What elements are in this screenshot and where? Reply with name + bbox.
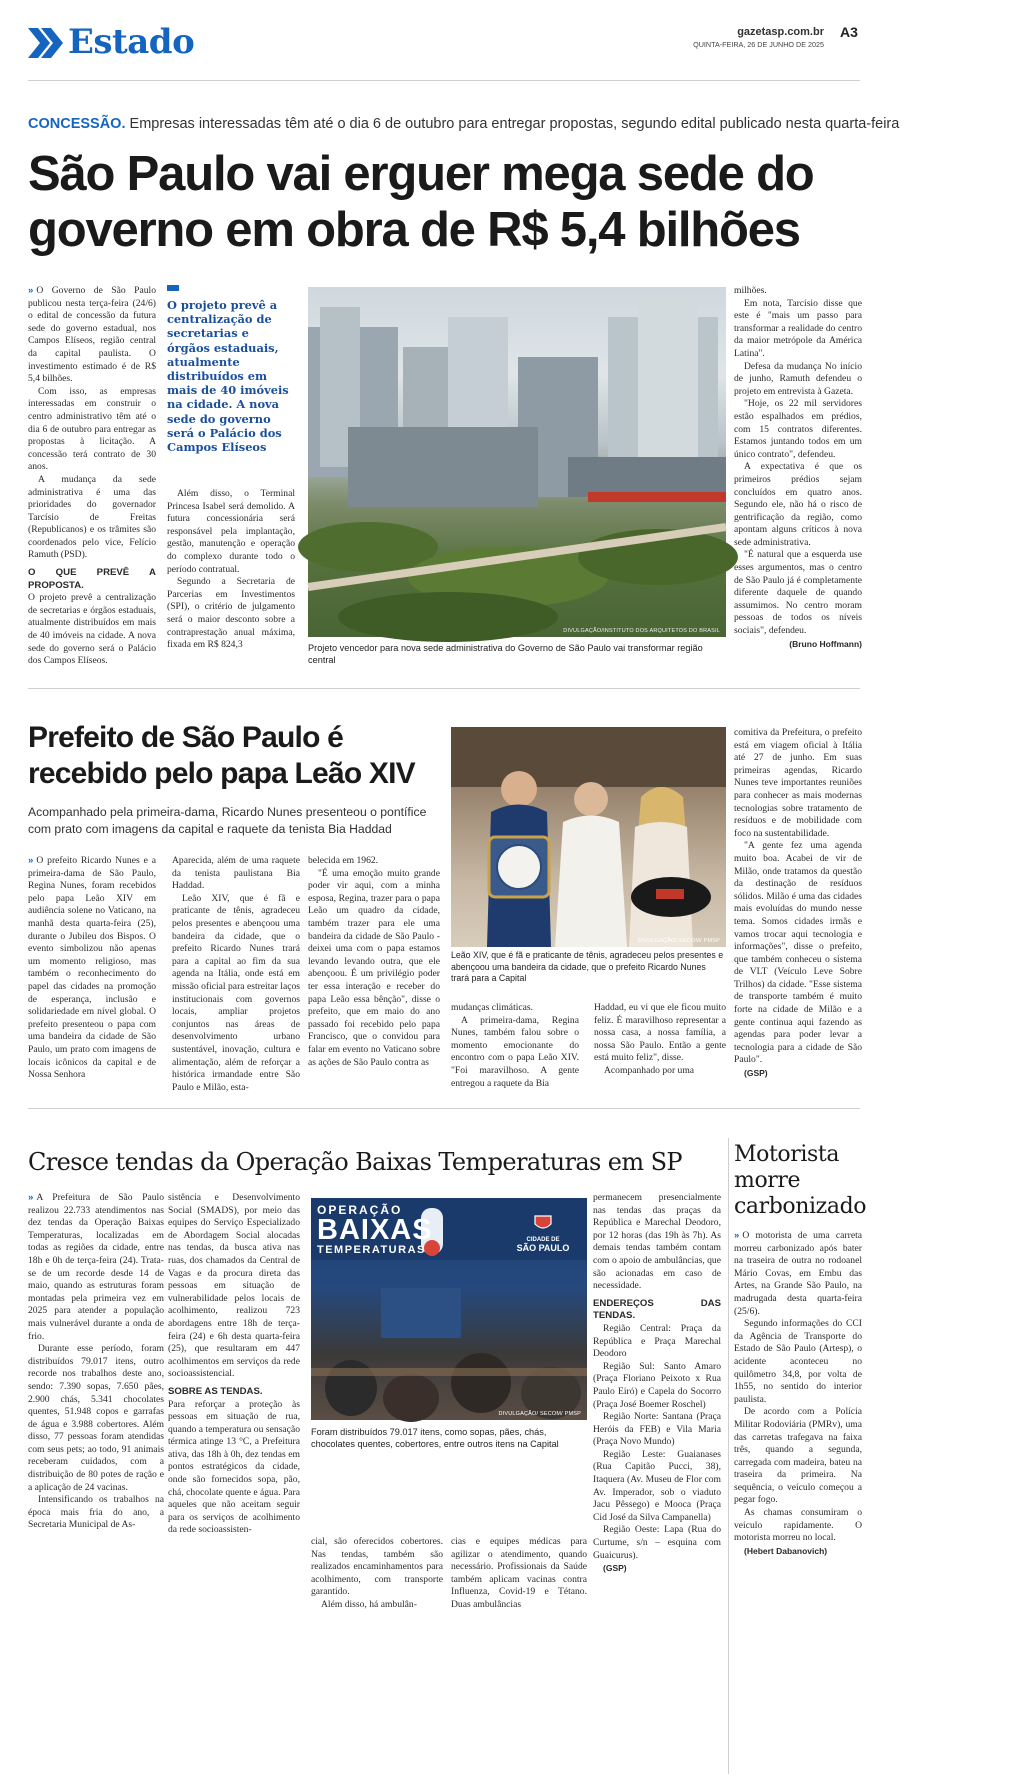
banner-line3: TEMPERATURAS (317, 1244, 426, 1256)
story2-headline (28, 720, 448, 792)
story2-below-a (451, 1002, 579, 1089)
story4-headline (734, 1142, 867, 1220)
story2-photo (451, 727, 726, 947)
chevron-double-icon (28, 28, 64, 58)
story3-signature: (GSP) (603, 1563, 627, 1574)
story1-col3-p4: "Hoje, os 22 mil servidores estão espalhados em prédios, com 15 contratos diferentes. Estamos juntando todos em um único contrato", defendeu. (734, 398, 862, 460)
site-url: gazetasp.com.br (737, 26, 824, 38)
story2-headline-line1: Prefeito de São Paulo é (28, 721, 344, 754)
story2-col3 (308, 855, 440, 1077)
story2-col3-p1: belecida em 1962. (308, 855, 379, 866)
story4-p1: » O motorista de uma carreta morreu carbonizado após bater na traseira de outra no rodoanel Mário Covas, em Embu das Artes, na Grande São Paulo, na madrugada desta quarta-feira (25/6). (734, 1230, 862, 1318)
story2-below-a-p2: A primeira-dama, Regina Nunes, também falou sobre o momento emocionante do encontro com o papa Leão XIV. "Foi maravilhoso. A gente entregou a raquete da Bia (451, 1014, 579, 1089)
story2-below-a-p1: mudanças climáticas. (451, 1002, 534, 1013)
story3-col2 (168, 1192, 300, 1536)
story2-col2-p2: Leão XIV, que é fã e praticante de tênis, agradeceu pelos presentes e abençoou uma bandeira da cidade, que o prefeito Ricardo Nunes trará para a capital ao fim da sua agenda na Itália, onde está em missão oficial para estreitar laços institucionais com governos locais, ampliar projetos conjuntos nas áreas de desenvolvimento urbano sustentável, inovação, cultura e alimentação, além de reforçar a histórica irmandade entre São Paulo e Milão, esta- (172, 892, 300, 1093)
story1-deck-text: Empresas interessadas têm até o dia 6 de outubro para entregar propostas, segundo edital publicado nesta quarta-feira (129, 116, 900, 132)
story2-divider (28, 1108, 860, 1109)
story1-subhead: O QUE PREVÊ A PROPOSTA. (28, 567, 156, 591)
story1-headline-line2: governo em obra de R$ 5,4 bilhões (28, 203, 800, 257)
story1-col1 (28, 285, 156, 667)
story1-col1-p3: A mudança da sede administrativa é uma das prioridades do governador Tarcísio de Freitas (Republicanos) e os trâmites são coordenados pelo vice, Felício Ramuth (PSD). (28, 473, 156, 561)
story1-col1-p1: » O Governo de São Paulo publicou nesta terça-feira (24/6) o edital de concessão da futura sede do governo estadual, nos Campos Elíseos, região central da capital paulista. O investimento estimado é de R$ 5,4 bilhões. (28, 285, 156, 386)
story1-col3-p5: A expectativa é que os primeiros prédios sejam concluídos em quatro anos. Segundo ele, não há o risco de gentrificação da região, como apontam alguns críticos à nova sede administrativa. (734, 461, 862, 548)
story2-deck (28, 804, 448, 838)
story4-p3: De acordo com a Polícia Militar Rodoviária (PMRv), uma das carretas trafegava na faixa três, quando a segunda, carregada com madeira, bateu na traseira da primeira. Na sequência, o veículo começou a pegar fogo. (734, 1406, 862, 1506)
story3-photo-credit: DIVULGAÇÃO/ SECOM/ PMSP (498, 1411, 581, 1417)
story3-addresses-subhead: ENDEREÇOS DAS TENDAS. (593, 1297, 721, 1322)
story2-col1-p1: » O prefeito Ricardo Nunes e a primeira-dama de São Paulo, Regina Nunes, foram recebidos pelo papa Leão XIV em audiência solene no Vaticano, na manhã desta quarta-feira (25), durante o Jubileu dos Bispos. O evento simbolizou não apenas um momento religioso, mas também o reconhecimento do papel das cidades na promoção de esperança, inclusão e solidariedade em nível global. O prefeito presenteou o papa com uma bandeira da cidade de São Paulo, um prato com imagens de locais icônicos da capital e de Nossa Senhora (28, 855, 156, 1082)
story1-col2 (167, 488, 295, 658)
story2-headline-line2: recebido pelo papa Leão XIV (28, 757, 415, 790)
story4-headline-line2: morre (734, 1168, 801, 1193)
story1-col1-p2: Com isso, as empresas interessadas em construir o centro administrativo têm até o dia 6 de outubro para entregar as propostas à licitação. A concessão terá contrato de 30 anos. (28, 385, 156, 473)
story4-p4: As chamas consumiram o veículo rapidamente. O motorista morreu no local. (734, 1507, 862, 1544)
story2-col4-p1: comitiva da Prefeitura, o prefeito está em viagem oficial à Itália até 27 de junho. Em suas primeiras agendas, Ricardo Nunes teve importantes reuniões para conhecer as mais modernas tecnologias sobre tratamento de resíduos e de mobilidade com foco na sustentabilidade. (734, 727, 862, 839)
story3-address-4: Região Leste: Guaianases (Rua Capitão Pucci, 38), Itaquera (Av. Museu de Flor com Av. Imperador, sob o viaduto Jacu Pêssego) e Mooca (Praça Cid José da Silva Campanella) (593, 1448, 721, 1523)
story3-below-b (451, 1536, 587, 1776)
story1-col3-p3: Defesa da mudança No início de junho, Ramuth defendeu o projeto em entrevista à Gazeta. (734, 360, 862, 397)
story1-col2-p2: Segundo a Secretaria de Parcerias em Investimentos (SPI), o critério de julgamento será o maior desconto sobre a contraprestação anual máxima, fixada em R$ 824,3 (167, 576, 295, 651)
architecture-render-illustration (308, 287, 726, 637)
logo-line1: CIDADE DE (526, 1237, 560, 1243)
story3-caption: Foram distribuídos 79.017 itens, como sopas, pães, chás, chocolates quentes, cobertores, entre outros itens na Capital (311, 1427, 559, 1449)
logo-line2: SÃO PAULO (516, 1243, 570, 1253)
section-title: Estado (68, 22, 195, 62)
story1-signature: (Bruno Hoffmann) (789, 638, 862, 649)
story3-col4-p1: permanecem presencialmente nas tendas das praças da República e Marechal Deodoro, por 12 horas (das 19h às 7h). As demais tendas também contam com o apoio de ambulâncias, que são acionadas em caso de necessidade. (593, 1192, 721, 1292)
story4-signature: (Hebert Dabanovich) (744, 1545, 828, 1556)
story3-col1-p3: Intensificando os trabalhos na época mais fria do ano, a Secretaria Municipal de As- (28, 1494, 164, 1531)
story2-col3-p2: "É uma emoção muito grande poder vir aqui, com a minha esposa, Regina, trazer para o papa Leão um quadro da cidade, também trazer para ele uma bandeira da cidade de São Paulo - deixei uma com o papa estamos levando levando outra, que ele abençoou. É um privilégio poder ter essa interação e receber do papa Leão essa bênção", disse o prefeito, que em maio do ano passado foi recebido pelo papa Francisco, que o convidou para falar em evento no Vaticano sobre as ações de São Paulo contra as (308, 867, 440, 1068)
story2-below-b (594, 1002, 726, 1078)
story2-below-b-p1: Haddad, eu vi que ele ficou muito feliz. É maravilhoso representar a nossa casa, a nossa família, a nossa São Paulo. Então a gente está muito feliz", disse. (594, 1002, 726, 1064)
issue-date: QUINTA-FEIRA, 26 DE JUNHO DE 2025 (693, 40, 824, 49)
story3-address-5: Região Oeste: Lapa (Rua do Curtume, s/n – esquina com Guaicurus). (593, 1524, 721, 1561)
story1-col2-p1: Além disso, o Terminal Princesa Isabel será demolido. A futura concessionária será responsável pela implantação, gestão, manutenção e operação do complexo durante todo o período contratual. (167, 488, 295, 575)
story2-deck-line2: com prato com imagens da capital e raquete da tenista Bia Haddad (28, 822, 392, 836)
story1-pullquote: O projeto prevê a centralização de secretarias e órgãos estaduais, atualmente distribuídos em mais de 40 imóveis na cidade. A nova sede do governo será o Palácio dos Campos Elíseos (167, 298, 289, 455)
story1-photo (308, 287, 726, 637)
story2-col2 (172, 855, 300, 1093)
story2-photo-credit: DIVULGAÇÃO/ SECOM/ PMSP (637, 938, 720, 944)
story3-col4 (593, 1192, 721, 1772)
story3-col1-p1: » A Prefeitura de São Paulo realizou 22.733 atendimentos nas dez tendas da Operação Baixas Temperaturas, localizadas em todas as regiões da cidade, entre 18h e 0h de terça-feira (24). Trata-se de um recorde desde 14 de maio, quando as estruturas foram montadas pela primeira vez em 2025 para atender a população mais vulnerável durante a onda de frio. (28, 1192, 164, 1343)
story3-col2-p2: Para reforçar a proteção às pessoas em situação de rua, quando a temperatura ou sensação térmica atinge 13 °C, a Prefeitura ativa, das 18h à 0h, dez tendas em pontos estratégicos da cidade, onde são fornecidos sopa, pão, chá, chocolate quente e água. Para aqueles que não aceitam seguir para os serviços de acolhimento da rede socioassisten- (168, 1398, 300, 1536)
story1-divider (28, 688, 860, 689)
story1-col3 (734, 285, 862, 657)
story1-col1-p4: O projeto prevê a centralização de secretarias e órgãos estaduais, atualmente distribuídos em mais de 40 imóveis na cidade. A nova sede do governo será o Palácio dos Campos Elíseos. (28, 592, 156, 667)
header-divider (28, 80, 860, 81)
story3-below-a-p1: cial, são oferecidos cobertores. Nas tendas, também são realizados encaminhamentos para acolhimento, com transporte garantido. (311, 1536, 443, 1598)
story2-caption: Leão XIV, que é fã e praticante de tênis, agradeceu pelos presentes e abençoou uma bandeira da cidade, que o prefeito Ricardo Nunes trará para a Capital (451, 950, 724, 983)
page-header (28, 22, 988, 72)
story2-deck-line1: Acompanhado pela primeira-dama, Ricardo Nunes presenteou o pontífice (28, 805, 427, 819)
story4-headline-line1: Motorista (734, 1142, 840, 1167)
story3-address-1: Região Central: Praça da República e Praça Marechal Deodoro (593, 1322, 721, 1360)
story3-subhead: SOBRE AS TENDAS. (168, 1385, 263, 1397)
story3-photo (311, 1198, 587, 1420)
story2-below-b-p2: Acompanhado por uma (604, 1064, 695, 1076)
story1-headline (28, 146, 878, 258)
story2-signature: (GSP) (744, 1068, 768, 1079)
story3-below-a (311, 1536, 443, 1776)
story3-col2-p1: sistência e Desenvolvimento Social (SMADS), por meio das equipes do Serviço Especializado de Abordagem Social alocadas nas tendas, da busca ativa nas ruas, dos chamados da Central de Vagas e da procura direta das pessoas em situação de vulnerabilidade pelos locais de acolhimento, realizou 723 abordagens entre 18h de terça-feira (24) e 6h desta quarta-feira (25), que resultaram em 447 acolhimentos em serviços da rede socioassistencial. (168, 1192, 300, 1380)
story3-col1-p2: Durante esse período, foram distribuídos 79.017 itens, outro recorde nos trabalhos deste ano, sendo: 7.390 sopas, 7.650 pães, 2.900 chás, 5.341 chocolates quentes, 51.948 copos e garrafas de água e 3.988 cobertores. Além disso, 77 pessoas foram atendidas com seus pets; ao todo, 91 animais receberam cuidados, com a distribuição de 80 potes de ração e a aplicação de 24 vacinas. (28, 1343, 164, 1493)
page-number: A3 (840, 24, 858, 40)
story1-headline-line1: São Paulo vai erguer mega sede do (28, 147, 814, 201)
story1-col3-p6: "É natural que a esquerda use esses argumentos, mas o centro de São Paulo já é completamente diferente daquele de quando assumimos. No centro moram pessoas de todos os níveis sociais", defendeu. (734, 549, 862, 637)
banner-line2: BAIXAS (317, 1214, 433, 1246)
story1-col3-p2: Em nota, Tarcísio disse que este é "mais um passo para transformar a realidade do centro da maior metrópole da América Latina". (734, 297, 862, 359)
story1-col3-p1: milhões. (734, 285, 767, 296)
story3-address-2: Região Sul: Santo Amaro (Praça Floriano Peixoto x Rua Paulo Eiró) e Capela do Socorro (Praça José Boemer Roschel) (593, 1360, 721, 1410)
story2-col1 (28, 855, 156, 1081)
banner-line1: OPERAÇÃO (317, 1203, 403, 1217)
story1-deck (28, 116, 900, 132)
story1-kicker: CONCESSÃO. (28, 116, 126, 132)
story4-body (734, 1230, 862, 1776)
story3-below-a-p2: Além disso, há ambulân- (321, 1598, 417, 1610)
story2-col4-p2: "A gente fez uma agenda muito boa. Acabei de vir de Milão, onde tratamos da questão da destinação de resíduos sólidos. Milão é uma das cidades mais evoluídas do mundo nesse tema. Somos cidades irmãs e vamos trocar aqui tecnologia e informações", disse o prefeito, que também conheceu o sistema de VLT (Veículo Leve Sobre Trilhos) da cidade. "Esse sistema de transporte também é muito forte na cidade de Milão e a gente continua aqui fazendo as agendas para poder levar a tecnologia para a cidade de São Paulo". (734, 840, 862, 1066)
story3-col1 (28, 1192, 164, 1772)
story2-col4 (734, 727, 862, 1079)
story1-photo-credit: DIVULGAÇÃO/INSTITUTO DOS ARQUITETOS DO BRASIL (563, 628, 720, 634)
campaign-banner (317, 1204, 437, 1256)
story3-headline: Cresce tendas da Operação Baixas Temperaturas em SP (28, 1148, 682, 1176)
story3-address-3: Região Norte: Santana (Praça Heróis da FEB) e Vila Maria (Praça Novo Mundo) (593, 1411, 721, 1448)
coat-of-arms-icon (533, 1214, 553, 1232)
story2-col2-p1: Aparecida, além de uma raquete da tenista paulistana Bia Haddad. (172, 855, 300, 892)
story4-p2: Segundo informações do CCI da Agência de Transporte do Estado de São Paulo (Artesp), o acidente aconteceu no quilômetro 34,8, por volta de 1h55, no sentido do interior paulista. (734, 1318, 862, 1405)
story4-headline-line3: carbonizado (734, 1194, 867, 1219)
pope-meeting-illustration (451, 727, 726, 947)
story1-caption: Projeto vencedor para nova sede administrativa do Governo de São Paulo vai transformar região central (308, 643, 703, 665)
story4-vertical-rule (728, 1138, 729, 1774)
city-logo (507, 1214, 579, 1253)
story3-below-b-p1: cias e equipes médicas para agilizar o atendimento, quando necessário. Profissionais da Saúde também aplicam vacinas contra Influenza, Covid-19 e Tétano. Duas ambulâncias (451, 1536, 587, 1610)
story1-pullquote-bar (167, 285, 179, 291)
